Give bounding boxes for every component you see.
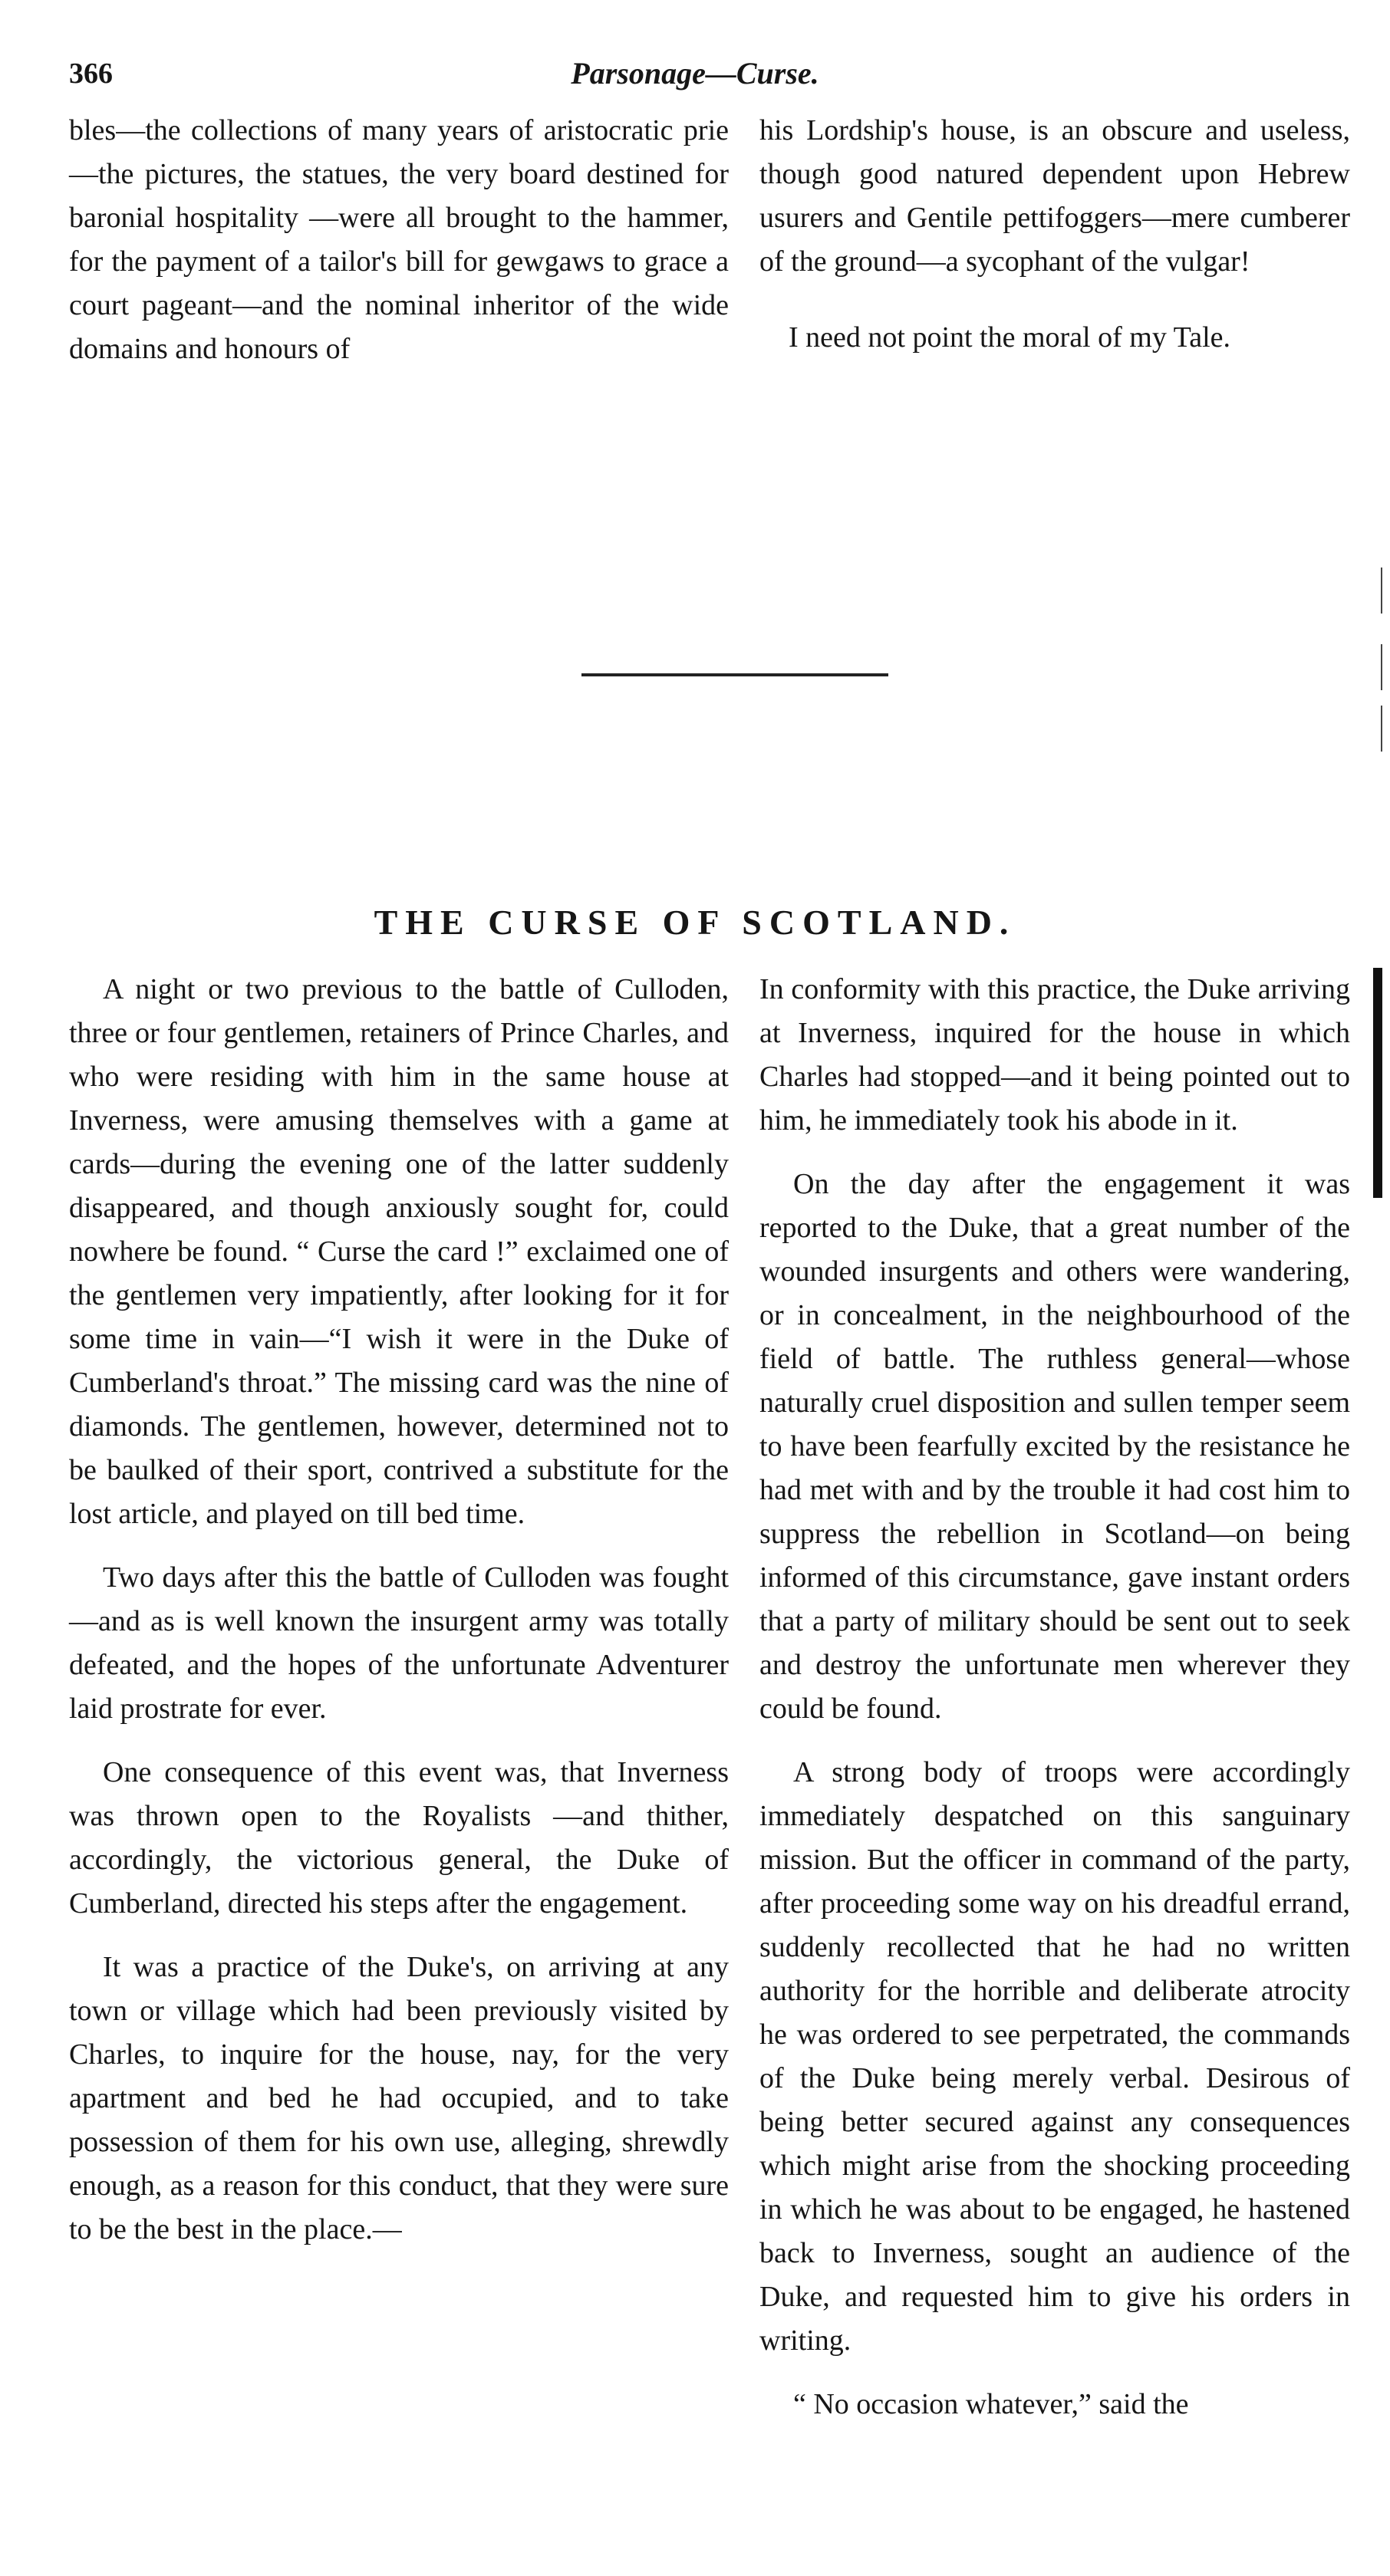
article-paragraph: A night or two previous to the battle of Culloden, three or four gentlemen, retainers of Prince Charles, and who were residing with him in the same house at Inverness, were amusing themselves with a game at cards—during the evening one of the latter suddenly disappeared, and though anxiously sought for, could nowhere be found. “ Curse the card !” exclaimed one of the gentlemen very impatiently, after looking for it for some time in vain—“I wish it were in the Duke of Cumberland's throat.” The missing card was the nine of diamonds. The gentlemen, however, determined not to be baulked of their sport, contrived a substitute for the lost article, and played on till bed time. [69, 973, 729, 1530]
running-title: Parsonage—Curse. [571, 56, 819, 90]
previous-article-right-column [759, 109, 1350, 360]
margin-mark [1373, 968, 1382, 1198]
scan-edge-line [1381, 706, 1382, 752]
article-left-column [69, 968, 729, 2252]
section-divider [581, 673, 888, 676]
previous-article-right-text: his Lordship's house, is an obscure and useless, though good natured dependent upon Hebrew usurers and Gentile pettifoggers—mere cumberer of the ground—a sycophant of the vulgar! [759, 114, 1350, 278]
article-paragraph: Two days after this the battle of Culloden was fought—and as is well known the insurgent army was totally defeated, and the hopes of the unfortunate Adventurer laid prostrate for ever. [69, 1561, 729, 1725]
article-paragraph: “ No occasion whatever,” said the [793, 2388, 1189, 2420]
article-paragraph: In conformity with this practice, the Duke arriving at Inverness, inquired for the house in which Charles had stopped—and it being pointed out to him, he immediately took his abode in it. [759, 973, 1350, 1137]
article-paragraph: One consequence of this event was, that Inverness was thrown open to the Royalists —and thither, accordingly, the victorious general, the Duke of Cumberland, directed his steps after the engagement. [69, 1756, 729, 1920]
scan-edge-line [1381, 568, 1382, 614]
article-paragraph: A strong body of troops were accordingly immediately despatched on this sanguinary mission. But the officer in command of the party, after proceeding some way on his dreadful errand, suddenly recollected that he had no written authority for the horrible and deliberate atrocity he was ordered to see perpetrated, the commands of the Duke being merely verbal. Desirous of being better secured against any consequences which might arise from the shocking proceeding in which he was about to be engaged, he hastened back to Inverness, sought an audience of the Duke, and requested him to give his orders in writing. [759, 1756, 1350, 2357]
article-title: THE CURSE OF SCOTLAND. [374, 903, 1016, 942]
article-right-column [759, 968, 1350, 2426]
previous-article-left-text: bles—the collections of many years of aristocratic prie—the pictures, the statues, the very board destined for baronial hospitality —were all brought to the hammer, for the payment of a tailor's bill for gewgaws to grace a court pageant—and the nominal inheritor of the wide domains and honours of [69, 114, 729, 365]
closing-line: I need not point the moral of my Tale. [789, 321, 1230, 354]
article-paragraph: It was a practice of the Duke's, on arriving at any town or village which had been previously visited by Charles, to inquire for the house, nay, for the very apartment and bed he had occupied, and to take possession of them for his own use, alleging, shrewdly enough, as a reason for this conduct, that they were sure to be the best in the place.— [69, 1951, 729, 2245]
scan-edge-line [1381, 644, 1382, 690]
previous-article-left-column [69, 109, 729, 371]
page-number: 366 [69, 58, 113, 90]
article-paragraph: On the day after the engagement it was reported to the Duke, that a great number of the wounded insurgents and others were wandering, or in concealment, in the neighbourhood of the field of battle. The ruthless general—whose naturally cruel disposition and sullen temper seem to have been fearfully excited by the resistance he had met with and by the trouble it had cost him to suppress the rebellion in Scotland—on being informed of this circumstance, gave instant orders that a party of military should be sent out to seek and destroy the unfortunate men wherever they could be found. [759, 1168, 1350, 1725]
